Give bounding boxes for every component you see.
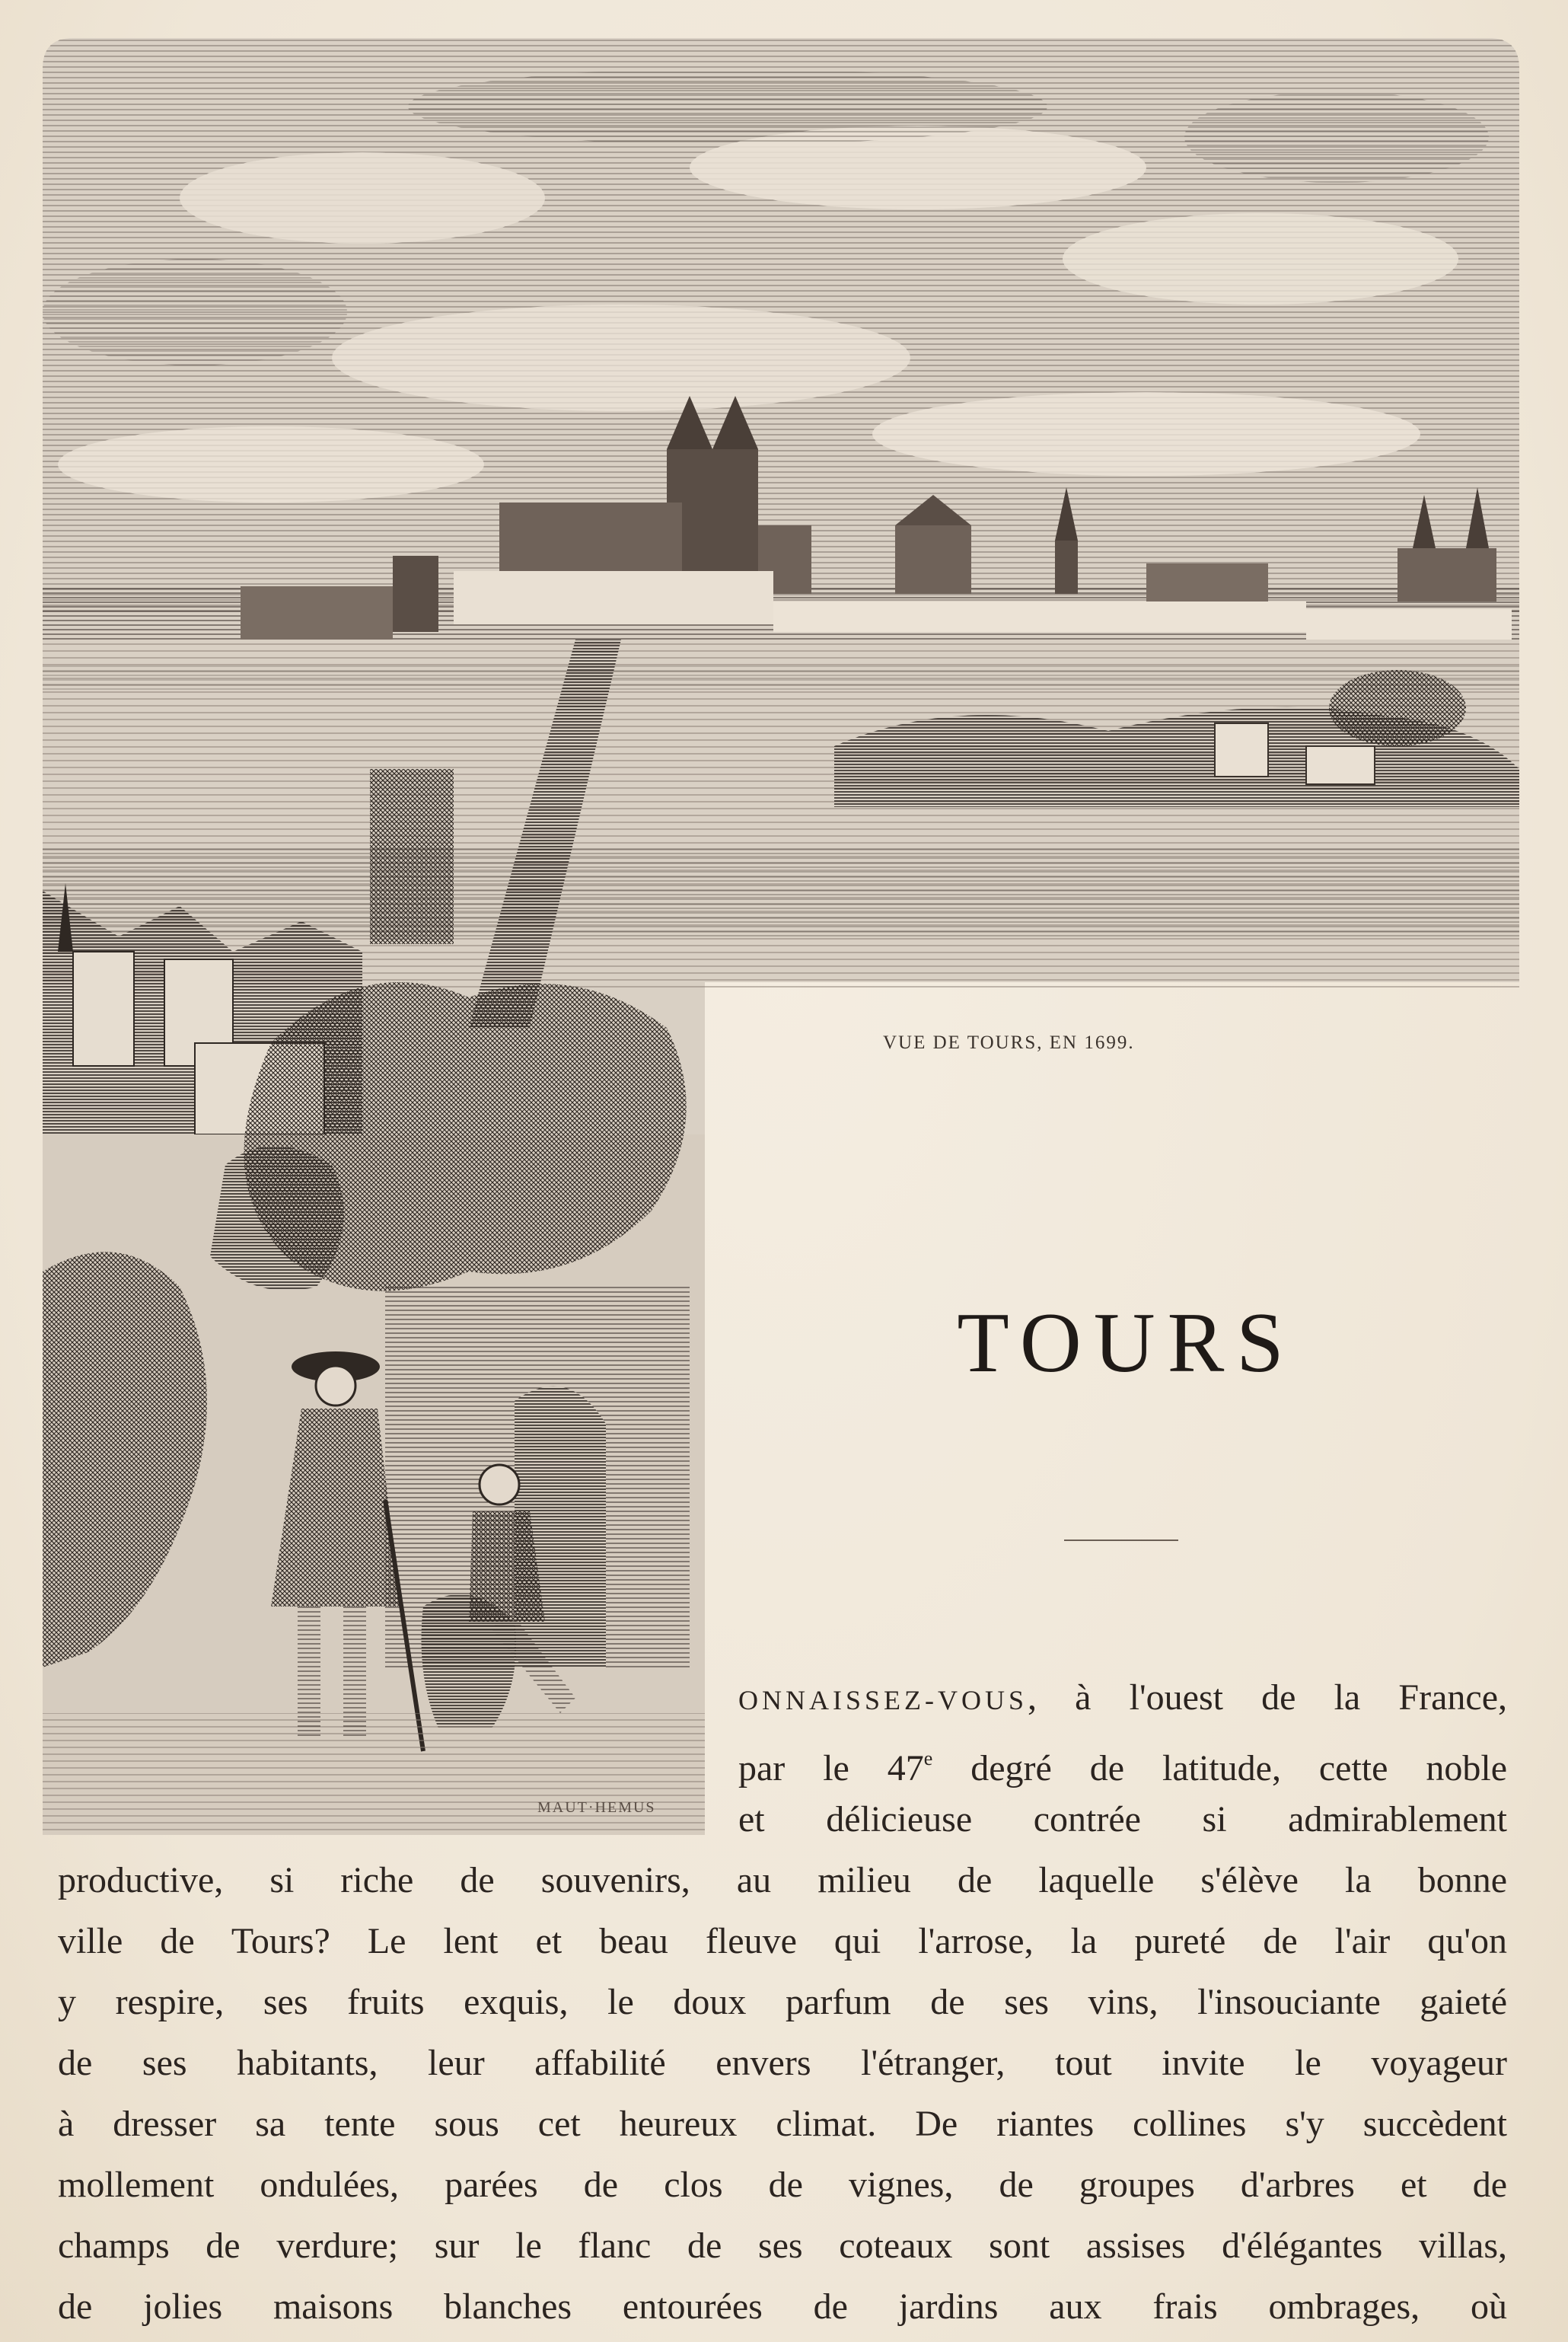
text-line-5: ville de Tours? Le lent et beau fleuve qui l'arrose, la pureté de l'air qu'on [58, 1921, 1507, 1961]
text-line-1 [738, 1667, 1507, 1731]
text-line-1-rest: , à l'ouest de la France, [1028, 1677, 1507, 1718]
drop-word: ONNAISSEZ-VOUS [738, 1685, 1028, 1715]
text-line-4: productive, si riche de souvenirs, au milieu de laquelle s'élève la bonne [58, 1860, 1507, 1900]
engraver-signature: MAUT·HEMUS [537, 1799, 656, 1816]
text-line-8: à dresser sa tente sous cet heureux climat. De riantes collines s'y succèdent [58, 2104, 1507, 2144]
text-line-6: y respire, ses fruits exquis, le doux parfum de ses vins, l'insouciante gaieté [58, 1982, 1507, 2022]
illustration-caption: VUE DE TOURS, EN 1699. [883, 1032, 1135, 1053]
text-line-10: champs de verdure; sur le flanc de ses coteaux sont assises d'élégantes villas, [58, 2226, 1507, 2266]
chapter-title: TOURS [957, 1296, 1296, 1390]
text-line-2-post: degré de latitude, cette noble [932, 1748, 1508, 1788]
text-line-7: de ses habitants, leur affabilité envers l'étranger, tout invite le voyageur [58, 2043, 1507, 2083]
text-line-11: de jolies maisons blanches entourées de jardins aux frais ombrages, où [58, 2286, 1507, 2327]
text-line-9: mollement ondulées, parées de clos de vignes, de groupes d'arbres et de [58, 2165, 1507, 2205]
title-divider [1064, 1540, 1178, 1541]
ordinal-superscript: e [923, 1747, 933, 1769]
engraving-illustration [43, 38, 1519, 1835]
text-line-2-pre: par le 47 [738, 1748, 924, 1788]
engraving-svg [43, 38, 1519, 1835]
text-line-3: et délicieuse contrée si admirablement [738, 1799, 1507, 1839]
